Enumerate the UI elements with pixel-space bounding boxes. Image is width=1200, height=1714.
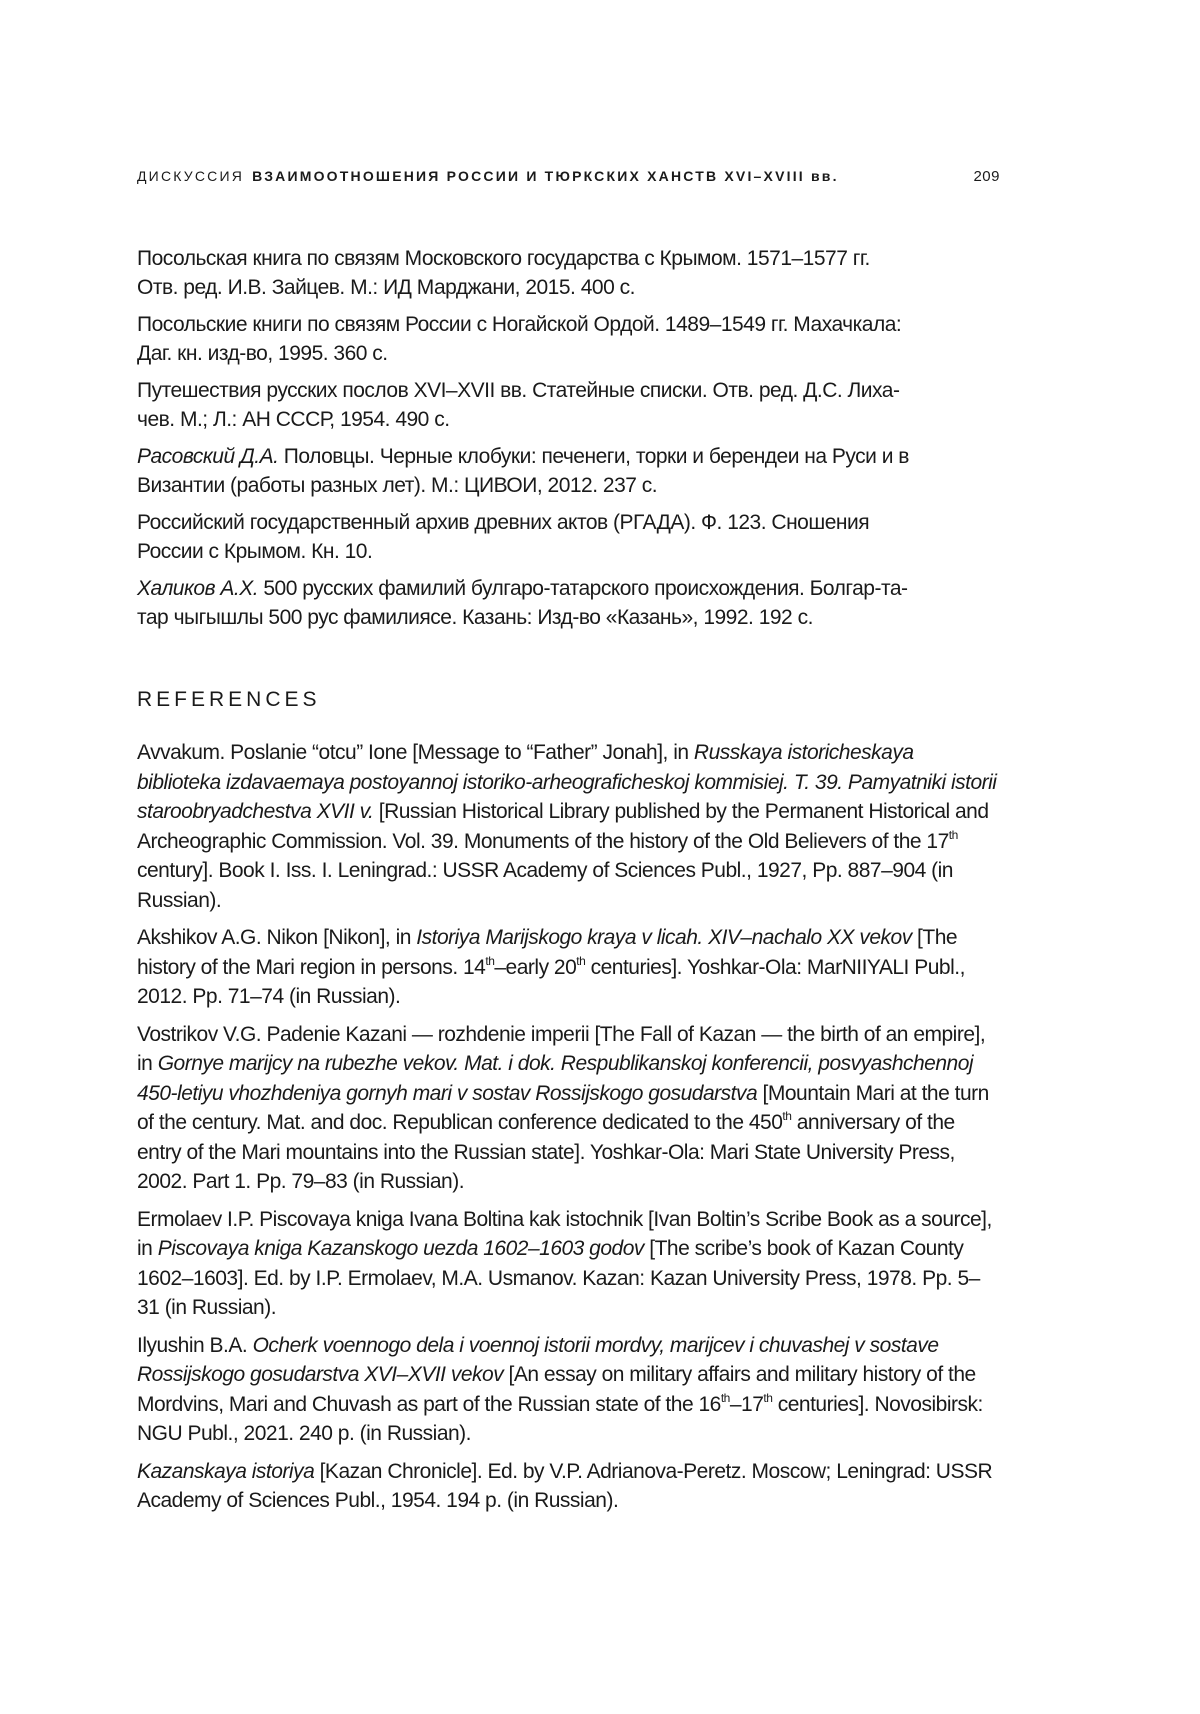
source-entry: Халиков А.Х. 500 русских фамилий булгаро-татарского происхождения. Болгар-та- тар чыгышлы 500 рус фамилиясе. Казань: Изд-во «Казань», 1992. 192 с. bbox=[137, 577, 908, 629]
article-title: ВЗАИМООТНОШЕНИЯ РОССИИ И ТЮРКСКИХ ХАНСТВ XVI–XVIII вв. bbox=[252, 168, 839, 184]
source-entry: Путешествия русских послов XVI–XVII вв. Статейные списки. Отв. ред. Д.С. Лиха- чев. М.; Л.: АН СССР, 1954. 490 с. bbox=[137, 379, 900, 431]
running-head-text bbox=[137, 168, 839, 184]
source-entry: Российский государственный архив древних актов (РГАДА). Ф. 123. Сношения России с Крымом. Кн. 10. bbox=[137, 511, 870, 563]
source-author: Расовский Д.А. bbox=[137, 445, 279, 468]
source-entry: Посольская книга по связям Московского государства с Крымом. 1571–1577 гг. Отв. ред. И.В. Зайцев. М.: ИД Марджани, 2015. 400 с. bbox=[137, 247, 870, 299]
source-entry: Расовский Д.А. Половцы. Черные клобуки: печенеги, торки и берендеи на Руси и в Византии (работы разных лет). М.: ЦИВОИ, 2012. 237 с. bbox=[137, 445, 909, 497]
reference-entry: Akshikov A.G. Nikon [Nikon], in Istoriya Marijskogo kraya v licah. XIV–nachalo XX vekov [The history of the Mari region in persons. 14th–early 20th centuries]. Yoshkar-Ola: MarNIIYALI Publ., 2012. Pp. 71–74 (in Russian). bbox=[137, 926, 965, 1008]
references-list bbox=[137, 738, 997, 1524]
section-label: ДИСКУССИЯ bbox=[137, 168, 245, 184]
reference-entry: Ermolaev I.P. Piscovaya kniga Ivana Boltina kak istochnik [Ivan Boltin’s Scribe Book as a source], in Piscovaya kniga Kazanskogo uezda 1602–1603 godov [The scribe’s book of Kazan County 1602–1603]. Ed. by I.P. Ermolaev, M.A. Usmanov. Kazan: Kazan University Press, 1978. Pp. 5–31 (in Russian). bbox=[137, 1207, 992, 1319]
running-head bbox=[137, 168, 1000, 192]
references-heading: REFERENCES bbox=[137, 688, 321, 711]
reference-entry: Ilyushin B.A. Ocherk voennogo dela i voennoj istorii mordvy, marijcev i chuvashej v sostave Rossijskogo gosudarstva XVI–XVII vekov [An essay on military affairs and military history of the Mordvins, Mari and Chuvash as part of the Russian state of the 16th–17th centuries]. Novosibirsk: NGU Publ., 2021. 240 p. (in Russian). bbox=[137, 1333, 983, 1445]
source-author: Халиков А.Х. bbox=[137, 577, 259, 600]
reference-entry: Kazanskaya istoriya [Kazan Chronicle]. Ed. by V.P. Adrianova-Peretz. Moscow; Leningrad: USSR Academy of Sciences Publ., 1954. 194 p. (in Russian). bbox=[137, 1459, 993, 1512]
source-entry: Посольские книги по связям России с Ногайской Ордой. 1489–1549 гг. Махачкала: Даг. кн. изд-во, 1995. 360 с. bbox=[137, 313, 902, 365]
reference-entry: Avvakum. Poslanie “otcu” Ione [Message to “Father” Jonah], in Russkaya istoricheskaya biblioteka izdavaemaya postoyannoj istoriko-arheograficheskoj kommisiej. T. 39. Pamyatniki istorii staroobryadchestva XVII v. [Russian Historical Library published by the Permanent Historical and Archeographic Commission. Vol. 39. Monuments of the history of the Old Believers of the 17th century]. Book I. Iss. I. Leningrad.: USSR Academy of Sciences Publ., 1927, Pp. 887–904 (in Russian). bbox=[137, 741, 997, 912]
sources-list bbox=[137, 244, 997, 640]
page-number: 209 bbox=[973, 168, 1000, 185]
reference-entry: Vostrikov V.G. Padenie Kazani — rozhdenie imperii [The Fall of Kazan — the birth of an empire], in Gornye marijcy na rubezhe vekov. Mat. i dok. Respublikanskoj konferencii, posvyashchennoj 450-letiyu vhozhdeniya gornyh mari v sostav Rossijskogo gosudarstva [Mountain Mari at the turn of the century. Mat. and doc. Republican conference dedicated to the 450th anniversary of the entry of the Mari mountains into the Russian state]. Yoshkar-Ola: Mari State University Press, 2002. Part 1. Pp. 79–83 (in Russian). bbox=[137, 1022, 989, 1193]
